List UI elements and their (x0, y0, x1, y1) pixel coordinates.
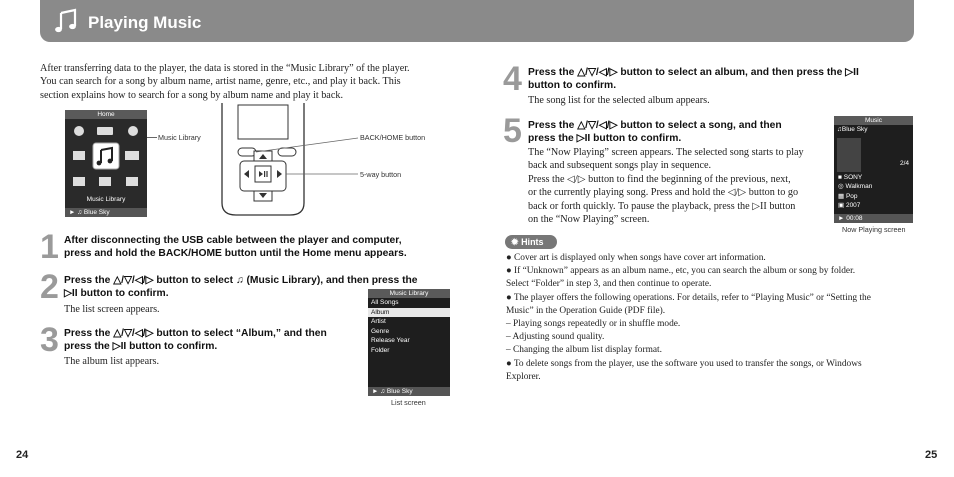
hints-title: Hints (521, 237, 544, 247)
list-item: Genre (371, 327, 390, 335)
back-home-label: BACK/HOME button (360, 133, 426, 142)
hint-line: – Adjusting sound quality. (506, 332, 605, 343)
list-item: Artist (371, 318, 386, 326)
list-item: All Songs (371, 299, 399, 306)
step-5-note-line: The “Now Playing” screen appears. The selected song starts to play (528, 147, 804, 158)
page-title: Playing Music (88, 13, 202, 32)
hint-line: ● To delete songs from the player, use the software you used to transfer the songs, or Windows (506, 358, 862, 369)
page-number-left: 24 (16, 449, 29, 461)
hint-line: ● The player offers the following operations. For details, refer to “Playing Music” or “Setting the (506, 292, 871, 303)
step-5-note-line: Press the ◁/▷ button to find the beginning of the previous, next, (528, 173, 791, 185)
hints-list (506, 252, 916, 384)
step-5-note-line: back or forth quickly. To pause the playback, press the ▷II button (528, 200, 796, 212)
step-4-line: Press the △/▽/◁/▷ button to select an album, and then press the ▷II (528, 67, 859, 78)
callout-line (147, 137, 157, 138)
hint-line: – Playing songs repeatedly or in shuffle mode. (506, 319, 681, 330)
step-1-line: press and hold the BACK/HOME button until the Home menu appears. (64, 248, 407, 260)
step-number: 2 (40, 268, 59, 306)
album-row (838, 182, 872, 191)
step-1-line: After disconnecting the USB cable between the player and computer, (64, 235, 402, 246)
step-5-note-line: back and subsequent songs play in sequence. (528, 160, 712, 172)
year-value: 2007 (845, 202, 861, 210)
now-playing-caption: Now Playing screen (842, 225, 906, 234)
step-1-text (64, 234, 464, 260)
artist-icon: ■ (838, 174, 844, 181)
album-value: Walkman (845, 183, 873, 191)
artist-value: SONY (843, 174, 863, 181)
intro-line: You can search for a song by album name, artist name, genre, etc., and play it back. This (40, 76, 401, 88)
step-2-note: The list screen appears. (64, 304, 160, 315)
step-5-note-line: or the currently playing song. Press and hold the ◁/▷ button to go (528, 187, 799, 199)
step-4-note: The song list for the selected album appears. (528, 95, 710, 106)
cover-art (837, 138, 861, 172)
step-5-note-line: on the “Now Playing” screen. (528, 214, 650, 226)
step-5-line: press the ▷II button to confirm. (528, 133, 682, 145)
step-5-text (528, 119, 828, 145)
hint-line: – Changing the album list display format. (506, 345, 662, 356)
step-2-line: ▷II button to confirm. (64, 288, 169, 300)
step-3-line: Press the △/▽/◁/▷ button to select “Album,” and then (64, 328, 327, 339)
option-button (278, 148, 296, 156)
step-5-line: Press the △/▽/◁/▷ button to select a song, and then (528, 120, 782, 131)
music-library-tile (93, 143, 119, 169)
home-screen-footer: ► ♫ Blue Sky (65, 208, 147, 217)
video-icon (125, 151, 139, 160)
album-icon: ◎ (838, 183, 846, 191)
step-3-note: The album list appears. (64, 356, 160, 367)
step-5-note (528, 146, 828, 226)
list-screen (368, 289, 450, 396)
music-note-icon (54, 8, 78, 34)
now-playing-info (838, 173, 872, 211)
list-screen-title: Music Library (368, 289, 450, 298)
genre-icon: ▦ (838, 192, 846, 200)
step-3-line: press the ▷II button to confirm. (64, 341, 218, 353)
now-playing-screen (834, 116, 913, 223)
search-icon (128, 126, 138, 136)
radio-icon (97, 127, 113, 135)
hint-line: Select “Folder” in step 3, and then continue to operate. (506, 279, 712, 290)
home-screen (65, 110, 147, 217)
list-screen-caption: List screen (391, 398, 426, 407)
list-item-selected: Album (368, 308, 450, 318)
home-screen-title: Home (65, 110, 147, 119)
list-screen-footer: ► ♫ Blue Sky (368, 387, 450, 396)
hint-line: ● If “Unknown” appears as an album name., etc, you can search the album or song by folder. (506, 266, 856, 277)
list-item: Release Year (371, 337, 410, 345)
now-playing-song: ♫Blue Sky (837, 126, 868, 133)
settings-icon (73, 177, 85, 186)
genre-row (838, 192, 872, 201)
step-4-line: button to confirm. (528, 80, 617, 92)
home-screen-label: Music Library (86, 196, 126, 203)
playlist-icon (126, 177, 138, 186)
genre-value: Pop (845, 192, 858, 200)
music-library-callout: Music Library (158, 133, 201, 142)
step-number: 1 (40, 228, 59, 266)
year-row (838, 201, 872, 210)
five-way-label: 5-way button (360, 170, 402, 179)
home-menu-icons (65, 119, 147, 207)
page-number-right: 25 (925, 449, 938, 461)
title-banner (40, 0, 914, 42)
hints-badge (505, 235, 557, 249)
step-number: 4 (503, 60, 522, 98)
step-number: 5 (503, 112, 522, 150)
artist-row (838, 173, 872, 182)
list-item: Folder (371, 346, 390, 354)
hint-line: Explorer. (506, 371, 541, 382)
podcast-icon (99, 177, 111, 186)
intro-line: section explains how to search for a song by album name and play it back. (40, 89, 343, 101)
step-2-line: Press the △/▽/◁/▷ button to select ♫ (Music Library), and then press the (64, 275, 418, 286)
now-playing-title: Music (834, 116, 913, 125)
back-home-button (238, 148, 256, 156)
player-device (218, 103, 358, 218)
year-icon: ▣ (838, 202, 846, 210)
intro-paragraph (40, 62, 460, 102)
track-counter: 2/4 (899, 160, 909, 167)
intro-line: After transferring data to the player, the data is stored in the “Music Library” of the player. (40, 63, 410, 74)
now-playing-time: ► 00:08 (834, 214, 913, 223)
intelligent-shuffle-icon (74, 126, 84, 136)
photo-icon (73, 151, 85, 160)
step-4-text (528, 66, 908, 92)
hint-line: ● Cover art is displayed only when songs have cover art information. (506, 253, 766, 263)
step-3-text (64, 327, 364, 353)
lightbulb-icon: ✹ (511, 237, 519, 247)
hint-line: Music” in the Operation Guide (PDF file). (506, 305, 666, 316)
step-number: 3 (40, 321, 59, 359)
